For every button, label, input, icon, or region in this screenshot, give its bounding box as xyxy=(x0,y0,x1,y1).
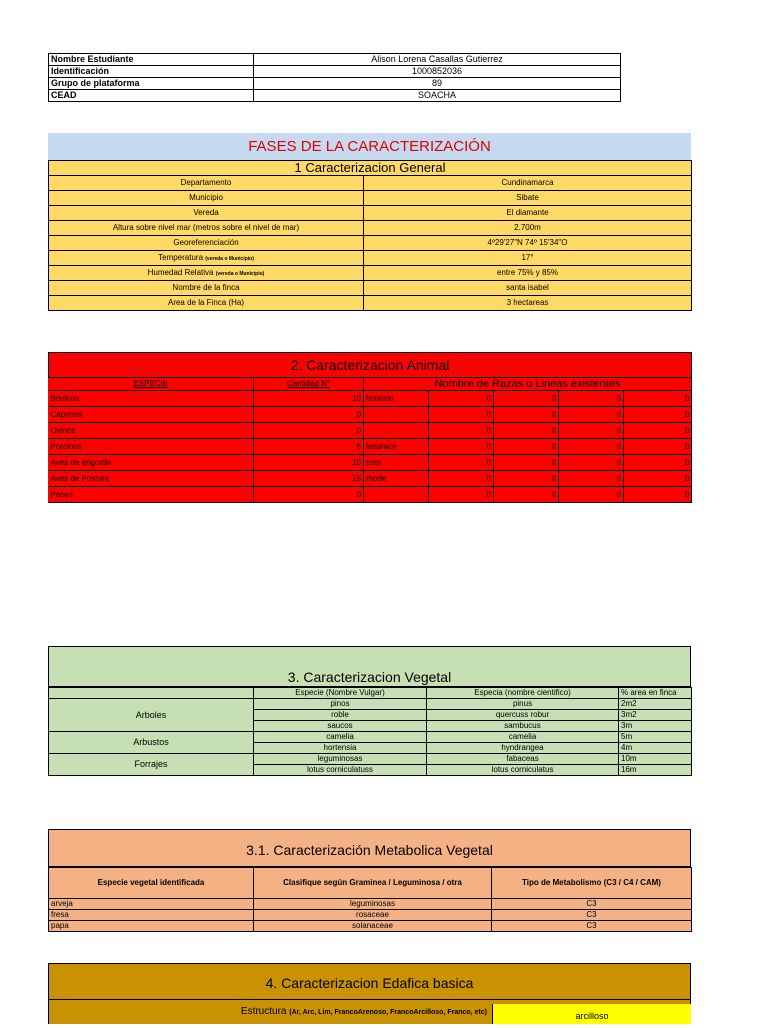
vegetal-area-cell[interactable]: 2m2 xyxy=(619,699,692,710)
breeds-column-header: Nombre de Razas o Lineas existentes xyxy=(364,378,692,391)
animal-species-cell[interactable]: Ovinos xyxy=(49,423,254,439)
animal-breed-cell[interactable] xyxy=(364,487,429,503)
edaphic-section-title: 4. Caracterizacion Edafica basica xyxy=(48,963,691,1000)
animal-breed-cell[interactable]: landrace xyxy=(364,439,429,455)
animal-breed-cell[interactable]: 0 xyxy=(559,407,624,423)
animal-row xyxy=(49,407,692,423)
metabolic-species-cell[interactable]: fresa xyxy=(49,910,254,921)
edaphic-structure-row xyxy=(48,1000,691,1024)
general-section-title: 1 Caracterizacion General xyxy=(49,161,692,176)
metabolic-row xyxy=(49,910,692,921)
animal-row xyxy=(49,487,692,503)
animal-count-cell[interactable]: 0 xyxy=(254,487,364,503)
metabolic-row xyxy=(49,899,692,910)
student-info-row xyxy=(49,90,621,102)
animal-breed-cell[interactable]: 0 xyxy=(559,423,624,439)
animal-row xyxy=(49,439,692,455)
vegetal-scientific-name-cell[interactable]: camelia xyxy=(427,732,619,743)
animal-breed-cell[interactable]: 0 xyxy=(494,407,559,423)
animal-breed-cell[interactable]: ross xyxy=(364,455,429,471)
vegetal-common-name-cell[interactable]: hortensia xyxy=(254,743,427,754)
animal-breed-cell[interactable]: 0 xyxy=(429,391,494,407)
vegetal-area-cell[interactable]: 10m xyxy=(619,754,692,765)
animal-breed-cell[interactable]: 0 xyxy=(624,487,692,503)
general-row xyxy=(49,296,692,311)
animal-breed-cell[interactable]: 0 xyxy=(624,439,692,455)
animal-breed-cell[interactable]: 0 xyxy=(624,455,692,471)
area-column-header: % area en finca xyxy=(619,688,692,699)
animal-species-cell[interactable]: Bovinos xyxy=(49,391,254,407)
animal-species-cell[interactable]: Aves de Postura xyxy=(49,471,254,487)
vegetal-row xyxy=(49,754,692,765)
structure-value-cell[interactable]: arcilloso xyxy=(492,1004,691,1024)
vegetal-characterization-table xyxy=(48,687,692,776)
student-info-label: CEAD xyxy=(49,90,254,102)
general-row xyxy=(49,266,692,281)
metabolic-species-cell[interactable]: arveja xyxy=(49,899,254,910)
vegetal-common-name-cell[interactable]: saucos xyxy=(254,721,427,732)
vegetal-header-blank xyxy=(49,688,254,699)
metabolic-type-cell[interactable]: C3 xyxy=(492,921,692,932)
general-row xyxy=(49,251,692,266)
general-row xyxy=(49,206,692,221)
animal-count-cell[interactable]: 10 xyxy=(254,391,364,407)
animal-count-cell[interactable]: 0 xyxy=(254,423,364,439)
general-row-label xyxy=(49,251,364,266)
plant-species-column-header: Especie vegetal identificada xyxy=(49,868,254,899)
animal-breed-cell[interactable]: 0 xyxy=(494,439,559,455)
animal-characterization-table xyxy=(48,352,692,503)
general-row-label xyxy=(49,236,364,251)
general-row xyxy=(49,191,692,206)
structure-label-note: (Ar, Arc, Lim, FrancoArenoso, FrancoArcilloso, Franco, etc) xyxy=(289,1009,487,1016)
animal-breed-cell[interactable]: 0 xyxy=(624,423,692,439)
vegetal-row xyxy=(49,699,692,710)
general-row-value[interactable]: El diamante xyxy=(364,206,692,221)
common-name-column-header: Especie (Nombre Vulgar) xyxy=(254,688,427,699)
vegetal-scientific-name-cell[interactable]: pinus xyxy=(427,699,619,710)
general-row-value[interactable]: 3 hectareas xyxy=(364,296,692,311)
animal-breed-cell[interactable]: 0 xyxy=(559,487,624,503)
metabolism-type-column-header: Tipo de Metabolismo (C3 / C4 / CAM) xyxy=(492,868,692,899)
animal-count-cell[interactable]: 6 xyxy=(254,439,364,455)
animal-breed-cell[interactable]: 0 xyxy=(559,471,624,487)
student-info-value[interactable]: 89 xyxy=(254,78,621,90)
animal-breed-cell[interactable]: 0 xyxy=(429,407,494,423)
animal-breed-cell[interactable]: holstein xyxy=(364,391,429,407)
student-info-label: Nombre Estudiante xyxy=(49,54,254,66)
general-row-value[interactable]: 4º29'27"N 74º 15'34"O xyxy=(364,236,692,251)
animal-breed-cell[interactable]: 0 xyxy=(494,471,559,487)
general-label-text: Georeferenciación xyxy=(173,238,239,247)
animal-row xyxy=(49,423,692,439)
metabolic-class-cell[interactable]: leguminosas xyxy=(254,899,492,910)
animal-breed-cell[interactable] xyxy=(364,423,429,439)
general-row xyxy=(49,221,692,236)
vegetal-group-label: Forrajes xyxy=(49,754,254,776)
animal-section-title: 2. Caracterizacion Animal xyxy=(49,353,692,378)
general-row-value[interactable]: entre 75% y 85% xyxy=(364,266,692,281)
animal-row xyxy=(49,391,692,407)
general-row-value[interactable]: 17° xyxy=(364,251,692,266)
general-label-text: Temperatura xyxy=(158,253,204,262)
general-row-label xyxy=(49,281,364,296)
metabolic-type-cell[interactable]: C3 xyxy=(492,899,692,910)
general-label-text: Municipio xyxy=(189,193,223,202)
vegetal-group-label: Arbustos xyxy=(49,732,254,754)
animal-species-cell[interactable]: Caprinos xyxy=(49,407,254,423)
student-info-label: Grupo de plataforma xyxy=(49,78,254,90)
vegetal-area-cell[interactable]: 3m xyxy=(619,721,692,732)
student-info-row xyxy=(49,78,621,90)
vegetal-scientific-name-cell[interactable]: fabaceas xyxy=(427,754,619,765)
vegetal-common-name-cell[interactable]: camelia xyxy=(254,732,427,743)
general-row-label xyxy=(49,191,364,206)
general-label-text: Humedad Relativa xyxy=(147,268,214,277)
vegetal-common-name-cell[interactable]: roble xyxy=(254,710,427,721)
animal-breed-cell[interactable]: 0 xyxy=(624,471,692,487)
animal-species-cell[interactable]: Aves de engorde xyxy=(49,455,254,471)
vegetal-scientific-name-cell[interactable]: lotus corniculatus xyxy=(427,765,619,776)
student-info-row xyxy=(49,54,621,66)
vegetal-section-title: 3. Caracterizacion Vegetal xyxy=(48,646,691,687)
vegetal-common-name-cell[interactable]: pinos xyxy=(254,699,427,710)
general-row-label xyxy=(49,176,364,191)
animal-breed-cell[interactable] xyxy=(364,407,429,423)
vegetal-group-label: Arboles xyxy=(49,699,254,732)
general-row-value[interactable]: Cundinamarca xyxy=(364,176,692,191)
animal-breed-cell[interactable]: 0 xyxy=(494,423,559,439)
animal-breed-cell[interactable]: 0 xyxy=(429,439,494,455)
metabolic-row xyxy=(49,921,692,932)
general-row-label xyxy=(49,296,364,311)
classification-column-header: Clasifique según Graminea / Leguminosa / otra xyxy=(254,868,492,899)
animal-breed-cell[interactable]: 0 xyxy=(494,391,559,407)
metabolic-section-title: 3.1. Caracterización Metabolica Vegetal xyxy=(48,829,691,867)
student-info-row xyxy=(49,66,621,78)
general-row-label xyxy=(49,266,364,281)
animal-count-cell[interactable]: 0 xyxy=(254,407,364,423)
vegetal-row xyxy=(49,732,692,743)
animal-breed-cell[interactable]: 0 xyxy=(494,455,559,471)
general-label-note: (vereda o Municipio) xyxy=(215,271,265,277)
metabolic-type-cell[interactable]: C3 xyxy=(492,910,692,921)
animal-count-cell[interactable]: 10 xyxy=(254,455,364,471)
scientific-name-column-header: Especia (nombre cientifico) xyxy=(427,688,619,699)
vegetal-area-cell[interactable]: 3m2 xyxy=(619,710,692,721)
general-row xyxy=(49,281,692,296)
vegetal-scientific-name-cell[interactable]: sambucus xyxy=(427,721,619,732)
metabolic-species-cell[interactable]: papa xyxy=(49,921,254,932)
student-info-value[interactable]: Alison Lorena Casallas Gutierrez xyxy=(254,54,621,66)
student-info-value[interactable]: 1000852036 xyxy=(254,66,621,78)
general-label-text: Area de la Finca (Ha) xyxy=(167,298,245,307)
general-row-label xyxy=(49,206,364,221)
species-column-header: ESPECIE xyxy=(49,378,254,391)
animal-breed-cell[interactable]: 0 xyxy=(429,423,494,439)
animal-species-cell[interactable]: Peces xyxy=(49,487,254,503)
count-column-header: Cantidad N° xyxy=(254,378,364,391)
vegetal-common-name-cell[interactable]: lotus corniculatuss xyxy=(254,765,427,776)
animal-row xyxy=(49,471,692,487)
metabolic-class-cell[interactable]: solanaceae xyxy=(254,921,492,932)
structure-label xyxy=(241,1006,487,1017)
vegetal-common-name-cell[interactable]: leguminosas xyxy=(254,754,427,765)
animal-breed-cell[interactable]: rhode xyxy=(364,471,429,487)
general-row xyxy=(49,176,692,191)
general-row-value[interactable]: 2.700m xyxy=(364,221,692,236)
metabolic-characterization-table xyxy=(48,867,692,932)
structure-label-text: Estructura xyxy=(240,1006,287,1017)
vegetal-area-cell[interactable]: 4m xyxy=(619,743,692,754)
general-row-value[interactable]: Sibate xyxy=(364,191,692,206)
general-row-value[interactable]: santa isabel xyxy=(364,281,692,296)
general-label-text: Nombre de la finca xyxy=(172,283,240,292)
animal-breed-cell[interactable]: 0 xyxy=(494,487,559,503)
student-info-value[interactable]: SOACHA xyxy=(254,90,621,102)
general-row xyxy=(49,236,692,251)
general-label-text: Altura sobre nivel mar (metros sobre el nivel de mar) xyxy=(112,223,300,232)
animal-count-cell[interactable]: 15 xyxy=(254,471,364,487)
general-label-text: Departamento xyxy=(180,178,232,187)
student-info-table xyxy=(48,53,621,102)
animal-breed-cell[interactable]: 0 xyxy=(559,455,624,471)
metabolic-class-cell[interactable]: rosaceae xyxy=(254,910,492,921)
vegetal-area-cell[interactable]: 5m xyxy=(619,732,692,743)
animal-breed-cell[interactable]: 0 xyxy=(559,439,624,455)
animal-breed-cell[interactable]: 0 xyxy=(429,487,494,503)
animal-row xyxy=(49,455,692,471)
animal-breed-cell[interactable]: 0 xyxy=(429,455,494,471)
general-characterization-table xyxy=(48,160,692,311)
student-info-label: Identificación xyxy=(49,66,254,78)
animal-breed-cell[interactable]: 0 xyxy=(429,471,494,487)
animal-breed-cell[interactable]: 0 xyxy=(624,407,692,423)
phases-title: FASES DE LA CARACTERIZACIÓN xyxy=(48,133,691,160)
vegetal-scientific-name-cell[interactable]: hyndrangea xyxy=(427,743,619,754)
animal-breed-cell[interactable]: 0 xyxy=(624,391,692,407)
vegetal-scientific-name-cell[interactable]: quercuss robur xyxy=(427,710,619,721)
general-label-note: (vereda o Municipio) xyxy=(205,256,254,262)
general-row-label xyxy=(49,221,364,236)
vegetal-area-cell[interactable]: 16m xyxy=(619,765,692,776)
general-label-text: Vereda xyxy=(193,208,219,217)
animal-species-cell[interactable]: Porcinos xyxy=(49,439,254,455)
animal-breed-cell[interactable]: 0 xyxy=(559,391,624,407)
